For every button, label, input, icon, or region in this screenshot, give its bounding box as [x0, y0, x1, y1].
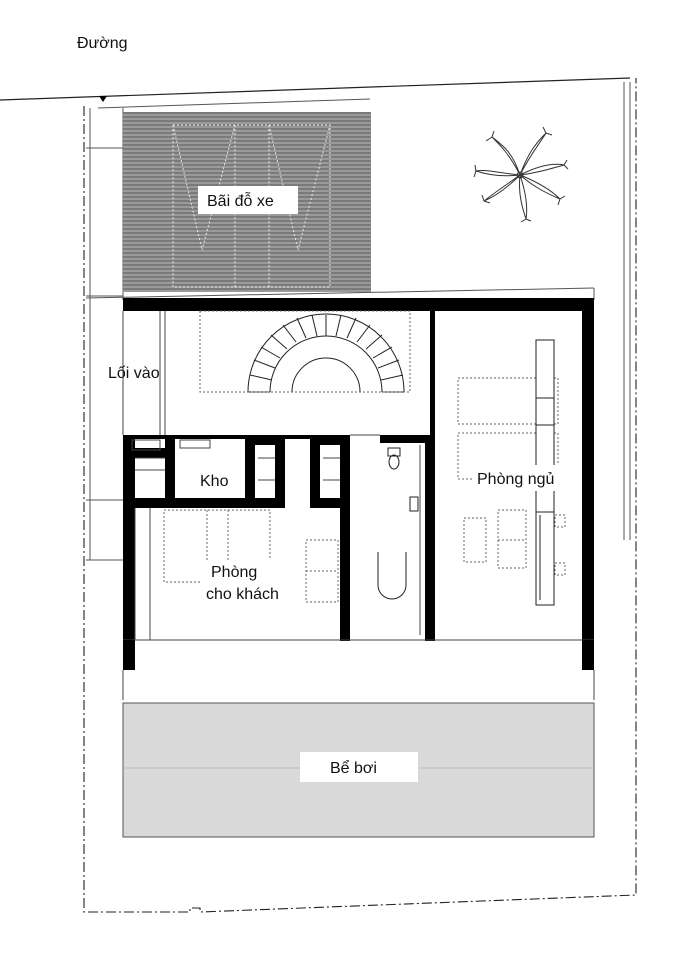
entrance-label: Lối vào: [108, 365, 160, 382]
road-label: Đường: [77, 35, 128, 52]
road-marker: [99, 96, 107, 102]
right-boundary-wall: [624, 82, 630, 540]
bottom-wall-right: [582, 640, 594, 670]
storage-label: Kho: [200, 473, 229, 490]
guest-room-label-line2: cho khách: [206, 586, 279, 603]
bathtub-icon: [378, 552, 406, 599]
palm-tree-icon: [474, 127, 568, 222]
parking-label: Bãi đỗ xe: [207, 193, 274, 210]
spiral-staircase-icon: [248, 314, 404, 392]
road-line: [0, 78, 630, 100]
toilet-icon: [388, 448, 400, 469]
bottom-wall-left: [123, 640, 135, 670]
stair-dotted-outline: [200, 311, 410, 392]
pool-label: Bể bơi: [330, 760, 377, 777]
bedroom-label: Phòng ngủ: [477, 471, 555, 488]
sink-icon: [410, 497, 418, 511]
guest-room-label-line1: Phòng: [211, 564, 258, 581]
